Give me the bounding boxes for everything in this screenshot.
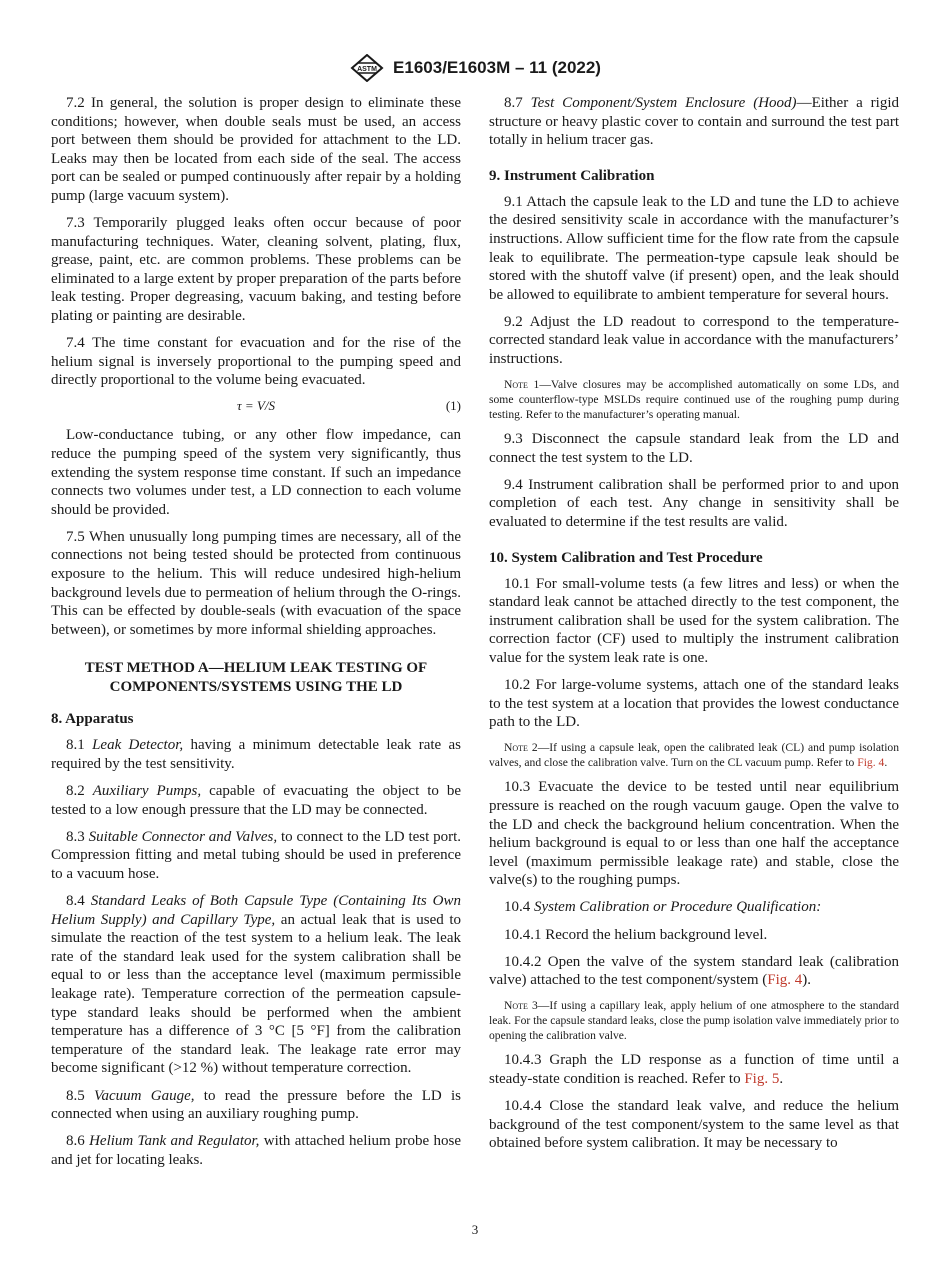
term: Vacuum Gauge, [94,1087,195,1104]
equation-1 [51,398,461,418]
note-3: Note 3—If using a capillary leak, apply helium of one atmosphere to the standard leak. For the capsule standard leaks, close the pump isolation valve immediately prior to opening the calibration valve. [489,999,899,1043]
paragraph-10-4-4: 10.4.4 Close the standard leak valve, and reduce the helium background of the test component/system to the same level as that obtained before system calibration. It may be necessary to [489,1097,899,1152]
paragraph-7-5: 7.5 When unusually long pumping times are necessary, all of the connections not being tested should be protected from continuous exposure to the helium. This will reduce undesired high-helium background levels due to permeation of helium through the O-rings. This can be effected by double-seals (with evacuation of the space between), or sometimes by more informal shielding approaches. [51,528,461,638]
term: Standard Leaks of Both Capsule Type (Containing Its Own Helium Supply) and Capillary Type, [51,893,462,928]
paragraph-7-2: 7.2 In general, the solution is proper design to eliminate these conditions; however, when double seals must be used, an access port between them should be provided for attachment to the LD. Leaks may then be located from each side of the seal. The access port can be sealed or pumped continuously after repair by a holding pump (large vacuum system). [51,95,461,204]
paragraph-10-4-2: 10.4.2 Open the valve of the system standard leak (calibration valve) attached to the test component/system (Fig. 4). [489,953,899,989]
astm-logo-icon [349,54,385,82]
equation-number: (1) [445,398,461,414]
fig-5-link[interactable]: Fig. 5 [744,1070,780,1087]
term: Test Component/System Enclosure (Hood) [530,95,797,111]
paragraph-8-1: 8.1 Leak Detector, having a minimum detectable leak rate as required by the test sensitivity. [51,737,461,773]
term: System Calibration or Procedure Qualification: [534,899,822,916]
paragraph-9-4: 9.4 Instrument calibration shall be performed prior to and upon completion of each test. Any change in sensitivity shall be evaluated to determine if the test results are valid. [489,476,899,530]
paragraph-8-4: 8.4 Standard Leaks of Both Capsule Type (Containing Its Own Helium Supply) and Capillary Type, an actual leak that is used to simulate the reaction of the test system to a helium leak. The leak rate of the standard leak used for the system calibration shall be equal to or less than the acceptance level (maximum permissible leakage rate). Temperature correction of the permeation capsule-type standard leaks should be performed when the ambient temperature has a difference of 3 °C [5 °F] from the calibration temperature of the standard leak. The leakage rate error may become significant (>12 %) without temperature correction. [51,893,462,1077]
paragraph-8-3: 8.3 Suitable Connector and Valves, to connect to the LD test port. Compression fitting and metal tubing should be used in preference to a vacuum hose. [51,828,462,882]
paragraph-7-3: 7.3 Temporarily plugged leaks often occur because of poor manufacturing techniques. Water, cleaning solvent, plating, flux, grease, paint, etc. are common problems. These problems can be eliminated to a large extent by proper preparation of the parts before leak testing. Proper degreasing, vacuum baking, and testing before plating or painting are desirable. [51,215,461,325]
note-1: Note 1—Valve closures may be accomplished automatically on some LDs, and some counterflow-type MSLDs require continued use of the roughing pump during testing. Refer to the manufacturer’s operating manual. [489,378,899,422]
term: Leak Detector, [92,737,184,754]
page-header [0,54,950,82]
note-2: Note 2—If using a capsule leak, open the calibrated leak (CL) and pump isolation valves, and close the calibration valve. Turn on the CL vacuum pump. Refer to Fig. 4. [489,741,900,770]
paragraph-9-2: 9.2 Adjust the LD readout to correspond to the temperature-corrected standard leak value in accordance with the manufacturers’ instructions. [489,313,899,368]
logo-text: ASTM [357,66,377,73]
document-id: E1603/E1603M – 11 (2022) [393,58,601,77]
paragraph-8-6: 8.6 Helium Tank and Regulator, with attached helium probe hose and jet for locating leaks. [51,1133,461,1168]
fig-4-link[interactable]: Fig. 4 [767,972,803,989]
test-method-a-title: TEST METHOD A—HELIUM LEAK TESTING OF COMPONENTS/SYSTEMS USING THE LD [84,660,428,696]
paragraph-10-2: 10.2 For large-volume systems, attach one of the standard leaks to the test system at a location that provides the lowest conductance path to the LD. [489,677,899,731]
paragraph-8-2: 8.2 Auxiliary Pumps, capable of evacuating the object to be tested to a low enough pressure that the LD may be connected. [51,783,462,818]
paragraph-8-7: 8.7 Test Component/System Enclosure (Hood)—Either a rigid structure or heavy plastic cover to contain and surround the test part totally in helium tracer gas. [489,95,900,149]
equation-formula: τ = V/S [237,398,275,414]
paragraph-9-1: 9.1 Attach the capsule leak to the LD and tune the LD to achieve the desired sensitivity scale in accordance with the manufacturer’s instructions. Allow sufficient time for the flow rate from the capsule leak to equilibrate. The permeation-type capsule leak should be stored with the shutoff valve (if present) open, and the leak should be allowed to equilibrate to ambient temperature for several hours. [489,193,899,303]
section-9-heading: 9. Instrument Calibration [489,167,655,184]
section-10-heading: 10. System Calibration and Test Procedure [489,549,763,566]
term: Suitable Connector and Valves, [88,828,278,845]
paragraph-10-4-1: 10.4.1 Record the helium background level. [504,926,768,943]
paragraph-8-5: 8.5 Vacuum Gauge, to read the pressure before the LD is connected when using an auxiliary roughing pump. [51,1087,462,1123]
fig-4-link[interactable]: Fig. 4 [857,756,885,770]
paragraph-9-3: 9.3 Disconnect the capsule standard leak from the LD and connect the test system to the LD. [489,431,899,466]
right-column [489,94,899,1161]
paragraph-10-4: 10.4 System Calibration or Procedure Qualification: [504,899,822,916]
term: Auxiliary Pumps, [92,783,202,800]
paragraph-7-4-continued: Low-conductance tubing, or any other flow impedance, can reduce the pumping speed of the system very significantly, thus extending the system response time constant. If such an impedance connects two volumes under test, a LD connection to each volume should be provided. [51,427,461,518]
left-column [51,94,461,1178]
page-number: 3 [471,1222,479,1237]
paragraph-7-4: 7.4 The time constant for evacuation and for the rise of the helium signal is inversely proportional to the pumping speed and directly proportional to the volume being evacuated. [51,335,461,389]
section-8-heading: 8. Apparatus [51,711,134,728]
paragraph-10-3: 10.3 Evacuate the device to be tested until near equilibrium pressure is reached on the rough vacuum gauge. Open the valve to the LD and check the background helium concentration. When the helium background is equal to or less than one half the acceptance level (maximum permissible leakage rate) and stable, close the valve(s) to the roughing pumps. [489,779,899,889]
paragraph-10-1: 10.1 For small-volume tests (a few litres and less) or when the standard leak cannot be attached directly to the test component, the instrument calibration shall be used for the system calibration. The correction factor (CF) used to multiply the instrument calibration value for the system leak rate is one. [489,575,899,666]
paragraph-10-4-3: 10.4.3 Graph the LD response as a function of time until a steady-state condition is reached. Refer to Fig. 5. [489,1052,899,1087]
term: Helium Tank and Regulator, [89,1133,260,1150]
